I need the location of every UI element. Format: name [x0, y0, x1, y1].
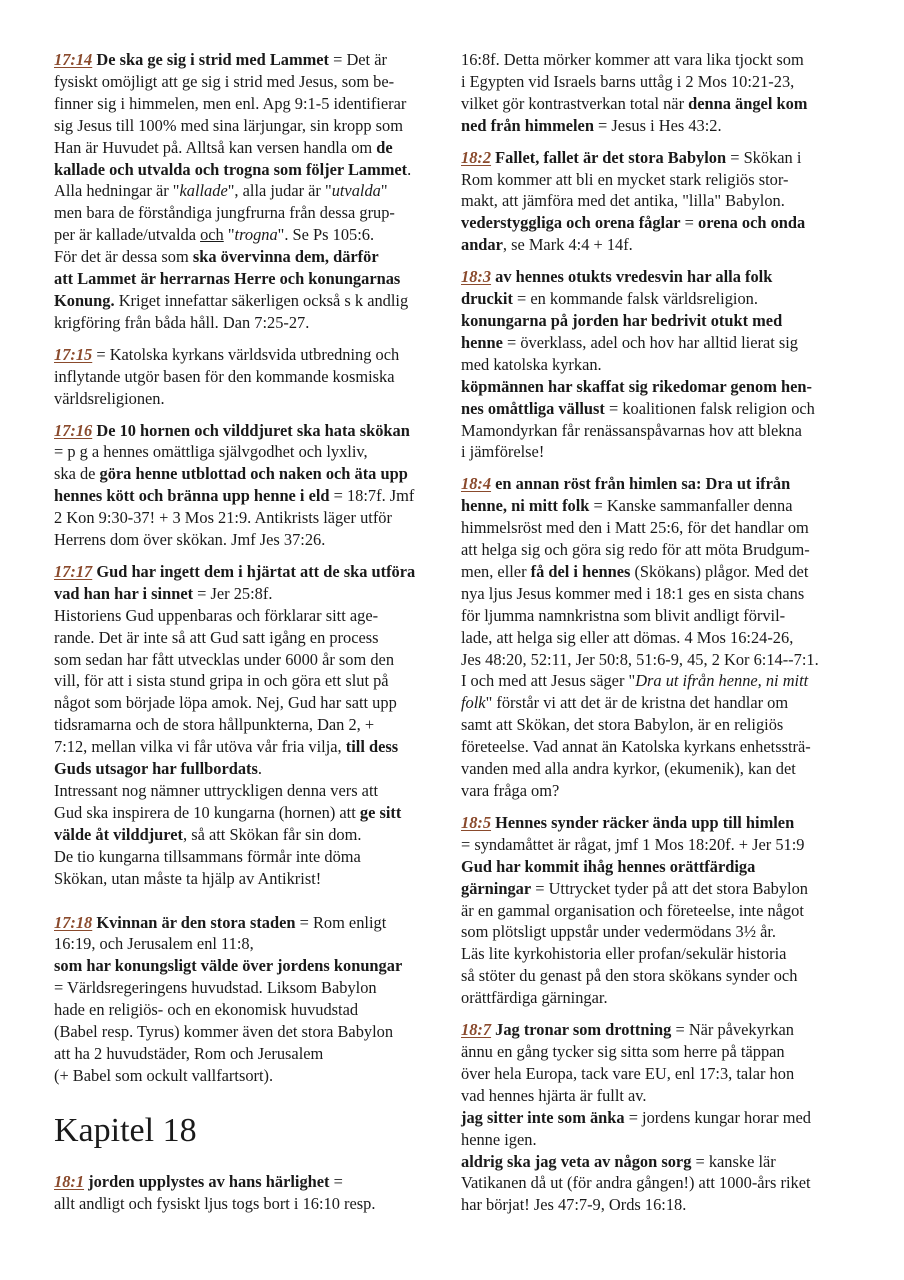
bold-text: av hennes otukts vredesvin har alla folk — [495, 267, 773, 287]
bold-text: ge sitt — [359, 802, 402, 822]
text: ". Se Ps 105:6. — [277, 225, 375, 245]
verse-18-7 — [461, 1019, 853, 1216]
text-line: (+ Babel som ockult vallfartsort). — [54, 1065, 274, 1085]
text-line: över hela Europa, tack vare EU, enl 17:3, talar hon — [461, 1063, 795, 1083]
bold-text: Hennes synder räcker ända upp till himlen — [495, 812, 795, 832]
italic-text: trogna — [234, 225, 278, 245]
italic-text: utvalda — [331, 181, 381, 201]
verse-18-3 — [461, 266, 853, 463]
text-line: Mamondyrkan får renässanspåvarnas hov att blekna — [461, 420, 802, 440]
text: = Kanske sammanfaller denna — [589, 496, 793, 516]
bold-text: få del i hennes — [530, 561, 631, 581]
text-line: makt, att jämföra med det antika, "lilla" Babylon. — [461, 191, 785, 211]
text: Han är Huvudet på. Alltså kan versen handla om — [54, 137, 377, 157]
text-line: hade en religiös- och en ekonomisk huvudstad — [54, 1000, 359, 1020]
text: = Rom enligt — [295, 912, 387, 932]
text: I och med att Jesus säger " — [461, 671, 636, 691]
verse-ref-link[interactable]: 17:18 — [54, 912, 93, 932]
bold-text: henne — [461, 332, 503, 352]
italic-text: folk — [461, 693, 486, 713]
text-line: Herrens dom över skökan. Jmf Jes 37:26. — [54, 530, 326, 550]
bold-text: orena och onda — [698, 213, 806, 233]
verse-17-15 — [54, 344, 442, 410]
text-line: världsreligionen. — [54, 388, 165, 408]
verse-17-16 — [54, 420, 442, 551]
verse-18-1-continued — [461, 49, 853, 137]
text-line: vara fråga om? — [461, 781, 560, 800]
text-line: sig Jesus till 100% med sina lärjungar, sin kropp som — [54, 115, 403, 135]
text-line: lade, att helga sig eller att dömas. 4 Mos 16:24-26, — [461, 627, 794, 647]
verse-ref-link[interactable]: 17:14 — [54, 50, 93, 69]
chapter-heading: Kapitel 18 — [54, 1111, 197, 1149]
text-line: i Egypten vid Israels barns uttåg i 2 Mos 10:21-23, — [461, 71, 795, 91]
verse-ref-link[interactable]: 18:4 — [461, 474, 492, 494]
text-line: i jämförelse! — [461, 442, 545, 462]
bold-text: välde åt vilddjuret — [54, 824, 184, 844]
text-line: har börjat! Jes 47:7-9, Ords 16:18. — [461, 1195, 687, 1215]
bold-text: Gud har ingett dem i hjärtat att de ska utföra — [96, 561, 416, 581]
bold-text: gärningar — [461, 878, 532, 898]
text: 7:12, mellan vilka vi får utöva vår fria vilja, — [54, 737, 346, 757]
text: vilket gör kontrastverkan total när — [461, 93, 689, 113]
bold-text: att Lammet är herrarnas Herre och konungarnas — [54, 269, 401, 289]
text-line: (Babel resp. Tyrus) kommer även det stora Babylon — [54, 1022, 394, 1042]
bold-text: jag sitter inte som änka — [461, 1107, 625, 1127]
bold-text: köpmännen har skaffat sig rikedomar genom hen- — [461, 376, 812, 396]
text: = kanske lär — [691, 1151, 776, 1171]
bold-text: Kvinnan är den stora staden — [96, 912, 296, 932]
bold-text: kallade och utvalda och trogna som följer Lammet — [54, 159, 408, 179]
text-line: Rom kommer att bli en mycket stark religiös stor- — [461, 169, 789, 189]
text-line: Vatikanen då ut (för andra gången!) att 1000-års riket — [461, 1173, 811, 1193]
text: För det är dessa som — [54, 247, 193, 267]
text-line: orättfärdiga gärningar. — [461, 988, 608, 1008]
verse-ref-link[interactable]: 18:1 — [54, 1171, 85, 1191]
text-line: tidsramarna och de stora hållpunkterna, Dan 2, + — [54, 715, 375, 735]
text-line: = Världsregeringens huvudstad. Liksom Babylon — [54, 978, 377, 998]
verse-ref-link[interactable]: 17:17 — [54, 561, 93, 581]
bold-text: till dess — [345, 737, 399, 757]
text: = koalitionen falsk religion och — [604, 398, 815, 418]
bold-text: som har konungsligt välde över jordens konungar — [54, 956, 403, 976]
bold-text: nes omåttliga vällust — [461, 398, 605, 418]
verse-18-1 — [54, 1171, 442, 1215]
verse-ref-link[interactable]: 18:5 — [461, 812, 492, 832]
text-line: Intressant nog nämner uttryckligen denna vers att — [54, 781, 379, 800]
text: = Katolska kyrkans världsvida utbredning och — [92, 344, 400, 364]
bold-text: De 10 hornen och vilddjuret ska hata skökan — [96, 420, 410, 440]
bold-text: andar — [461, 235, 503, 255]
bold-text: De ska ge sig i strid med Lammet — [96, 50, 329, 69]
verse-18-4 — [461, 473, 853, 802]
text: " — [380, 181, 388, 201]
text: = en kommande falsk världsreligion. — [512, 289, 758, 309]
text: , se Mark 4:4 + 14f. — [502, 235, 633, 255]
text-line: krigföring från båda håll. Dan 7:25-27. — [54, 312, 310, 332]
text: . — [407, 159, 412, 179]
bold-text: denna ängel kom — [688, 93, 808, 113]
bold-text: Jag tronar som drottning — [495, 1020, 672, 1040]
text-line: himmelsröst med den i Matt 25:6, för det handlar om — [461, 518, 809, 538]
left-column — [54, 49, 442, 1225]
text-line: henne igen. — [461, 1129, 537, 1149]
text-line: 16:19, och Jerusalem enl 11:8, — [54, 934, 254, 954]
text-line: ännu en gång tycker sig sitta som herre på täppan — [461, 1041, 785, 1061]
bold-text: vederstyggliga och orena fåglar — [461, 213, 681, 233]
text: = 18:7f. Jmf — [329, 486, 415, 506]
text-line: 16:8f. Detta mörker kommer att vara lika tjockt som — [461, 50, 804, 69]
verse-ref-link[interactable]: 17:15 — [54, 344, 93, 364]
text: = Jesus i Hes 43:2. — [593, 115, 722, 135]
text-line: företeelse. Vad annat än Katolska kyrkans enhetssträ- — [461, 737, 811, 757]
text-line: med katolska kyrkan. — [461, 354, 602, 374]
text: = — [329, 1171, 343, 1191]
text-line: samt att Skökan, det stora Babylon, är en religiös — [461, 715, 784, 735]
text-line: allt andligt och fysiskt ljus togs bort i 16:10 resp. — [54, 1193, 376, 1213]
text-line: att ha 2 huvudstäder, Rom och Jerusalem — [54, 1043, 324, 1063]
text: = Det är — [329, 50, 387, 69]
text-line: som plötsligt uppstår under vedermödans 3½ år. — [461, 922, 777, 942]
underlined-text: och — [200, 225, 224, 245]
text: = jordens kungar horar med — [624, 1107, 811, 1127]
text-line: Historiens Gud uppenbaras och förklarar sitt age- — [54, 605, 379, 625]
text: Alla hedningar är " — [54, 181, 180, 201]
text-line: rande. Det är inte så att Gud satt igång en process — [54, 627, 379, 647]
bold-text: de — [376, 137, 393, 157]
bold-text: Fallet, fallet är det stora Babylon — [495, 147, 727, 167]
text: men, eller — [461, 561, 531, 581]
verse-ref-link[interactable]: 18:2 — [461, 147, 492, 167]
text-line: vanden med alla andra kyrkor, (ekumenik), kan det — [461, 759, 796, 779]
bold-text: henne, ni mitt folk — [461, 496, 590, 516]
verse-17-18 — [54, 912, 442, 1087]
bold-text: ska övervinna dem, därför — [192, 247, 379, 267]
text: = Skökan i — [726, 147, 802, 167]
italic-text: kallade — [179, 181, 228, 201]
verse-ref-link[interactable]: 18:3 — [461, 267, 492, 287]
text-line: som sedan har fått utvecklas under 6000 år som den — [54, 649, 395, 669]
text: per är kallade/utvalda — [54, 225, 201, 245]
bold-text: hennes kött och bränna upp henne i eld — [54, 486, 330, 506]
text: " — [223, 225, 235, 245]
text-line: 2 Kon 9:30-37! + 3 Mos 21:9. Antikrists läger utför — [54, 508, 392, 528]
text: Kriget innefattar säkerligen också s k andlig — [114, 290, 409, 310]
bold-text: Gud har kommit ihåg hennes orättfärdiga — [461, 856, 756, 876]
text-line: så stöter du genast på den stora skökans synder och — [461, 966, 798, 986]
verse-18-5 — [461, 812, 853, 1009]
verse-17-14 — [54, 49, 442, 334]
bold-text: ned från himmelen — [461, 115, 594, 135]
text-line: = syndamåttet är rågat, jmf 1 Mos 18:20f. + Jer 51:9 — [461, 834, 805, 854]
verse-ref-link[interactable]: 17:16 — [54, 420, 93, 440]
bold-text: druckit — [461, 289, 513, 309]
text-line: De tio kungarna tillsammans förmår inte döma — [54, 846, 361, 866]
text: = Jer 25:8f. — [193, 583, 273, 603]
text-line: nya ljus Jesus kommer med i 18:1 ges en sista chans — [461, 583, 805, 603]
text-line: men bara de förståndiga jungfrurna från dessa grup- — [54, 203, 395, 223]
text-line: för ljumma namnkristna som blivit andligt förvil- — [461, 605, 786, 625]
right-column — [461, 49, 853, 1226]
text-line: Läs lite kyrkohistoria eller profan/sekulär historia — [461, 944, 787, 964]
text: " förstår vi att det är de kristna det handlar om — [485, 693, 789, 713]
verse-18-2 — [461, 147, 853, 257]
text: = Uttrycket tyder på att det stora Babylon — [531, 878, 809, 898]
text-line: Skökan, utan måste ta hjälp av Antikrist! — [54, 868, 322, 888]
text: (Skökans) plågor. Med det — [630, 561, 809, 581]
bold-text: jorden upplystes av hans härlighet — [88, 1171, 330, 1191]
bold-text: vad han har i sinnet — [54, 583, 194, 603]
text-line: = p g a hennes omättliga självgodhet och lyxliv, — [54, 442, 368, 462]
text: ", alla judar är " — [227, 181, 332, 201]
text: = — [680, 213, 699, 233]
bold-text: konungarna på jorden har bedrivit otukt med — [461, 310, 783, 330]
text: = överklass, adel och hov har alltid lierat sig — [502, 332, 798, 352]
text-line: att helga sig och göra sig redo för att möta Brudgum- — [461, 540, 810, 560]
text: Gud ska inspirera de 10 kungarna (hornen) att — [54, 802, 360, 822]
text-line: något som började löpa amok. Nej, Gud har satt upp — [54, 693, 397, 713]
text: = När påvekyrkan — [671, 1020, 794, 1040]
bold-text: aldrig ska jag veta av någon sorg — [461, 1151, 692, 1171]
italic-text: Dra ut ifrån henne, ni mitt — [635, 671, 809, 691]
verse-17-17 — [54, 561, 442, 890]
bold-text: Guds utsagor har fullbordats — [54, 759, 258, 779]
bold-text: göra henne utblottad och naken och äta upp — [99, 464, 408, 484]
text: ska de — [54, 464, 100, 484]
text: , så att Skökan får sin dom. — [183, 824, 362, 844]
text-line: är en gammal organisation och företeelse, inte något — [461, 900, 804, 920]
text: . — [257, 759, 262, 779]
text-line: finner sig i himmelen, men enl. Apg 9:1-5 identifierar — [54, 93, 407, 113]
bold-text: Konung. — [54, 290, 115, 310]
text-line: fysiskt omöjligt att ge sig i strid med Jesus, som be- — [54, 71, 395, 91]
text-line: Jes 48:20, 52:11, Jer 50:8, 51:6-9, 45, 2 Kor 6:14--7:1. — [461, 649, 819, 669]
text-line: inflytande utgör basen för den kommande kosmiska — [54, 366, 395, 386]
verse-ref-link[interactable]: 18:7 — [461, 1020, 492, 1040]
bold-text: en annan röst från himlen sa: Dra ut ifrån — [495, 474, 791, 494]
text-line: vad hennes hjärta är fullt av. — [461, 1085, 647, 1105]
text-line: vill, för att i sista stund gripa in och göra ett slut på — [54, 671, 389, 691]
